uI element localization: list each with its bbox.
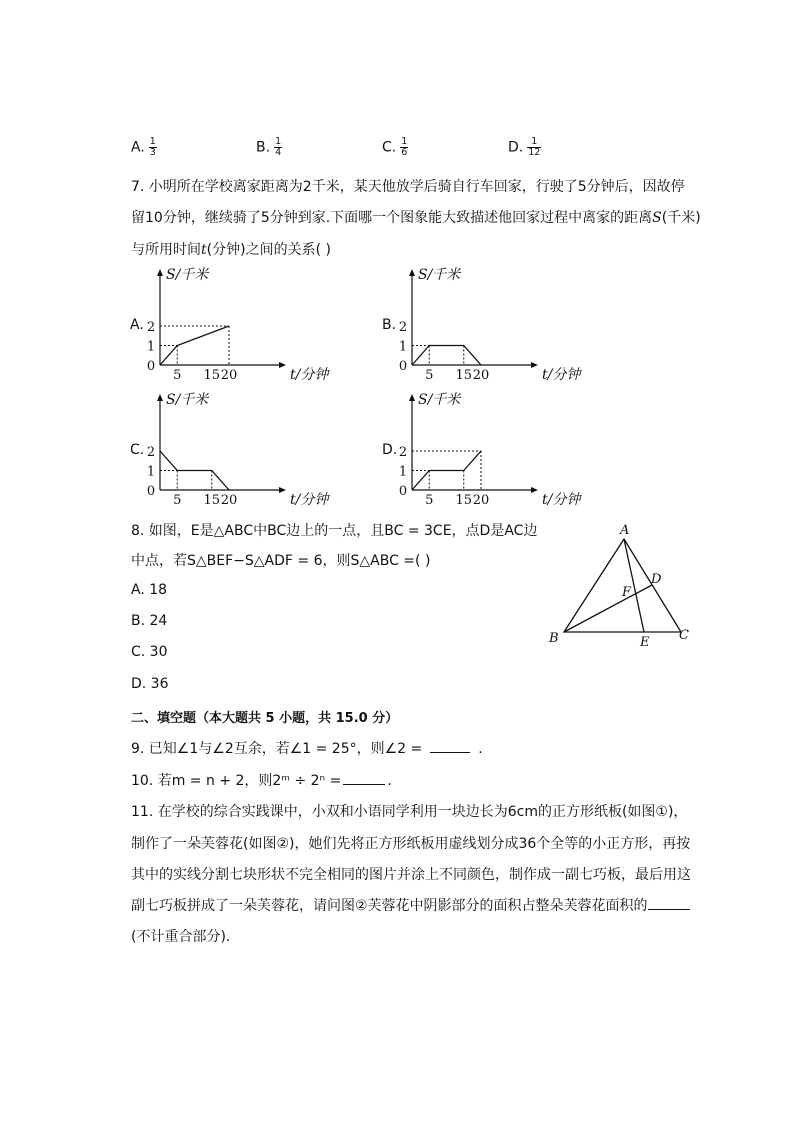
graph-plot — [130, 390, 370, 510]
q10-answer-blank[interactable] — [343, 784, 385, 785]
y-tick-label: 1 — [146, 464, 156, 480]
graph-option-label: B. — [382, 317, 397, 333]
q8-option-b: B. 24 — [131, 613, 168, 629]
y-tick-label: 2 — [146, 445, 156, 460]
q11-line4: 副七巧板拼成了一朵芙蓉花，请问图②芙蓉花中阴影部分的面积占整朵芙蓉花面积的 — [131, 895, 690, 915]
section-2-heading: 二、填空题（本大题共 5 小题，共 15.0 分） — [131, 711, 399, 726]
graph-plot — [382, 390, 622, 510]
x-axis-arrow — [279, 362, 286, 368]
q8-triangle-figure — [540, 515, 710, 655]
x-tick-label: 15 — [203, 368, 221, 383]
x-axis-arrow — [279, 487, 286, 493]
x-tick-label: 20 — [472, 368, 490, 383]
label-e: E — [640, 635, 650, 650]
q10: 10. 若m = n + 2，则2ᵐ ÷ 2ⁿ = . — [131, 773, 392, 789]
y-axis-arrow — [409, 394, 415, 401]
label-f: F — [622, 585, 632, 600]
x-tick-label: 5 — [425, 493, 434, 508]
x-axis-title: t/分钟 — [542, 492, 581, 508]
q8-option-a: A. 18 — [131, 582, 168, 598]
y-tick-label: 1 — [398, 464, 408, 480]
q8-line2: 中点，若S△BEF−S△ADF = 6，则S△ABC =( ) — [131, 553, 431, 569]
y-tick-label: 0 — [146, 359, 156, 374]
distance-time-line — [412, 346, 481, 366]
q11-line3: 其中的实线分割七块形状不完全相同的图片并涂上不同颜色，制作成一副七巧板，最后用这 — [131, 867, 691, 883]
distance-time-line — [412, 451, 481, 490]
graph-option-label: C. — [130, 442, 145, 458]
y-axis-title: S/千米 — [166, 392, 209, 408]
y-axis-title: S/千米 — [418, 267, 461, 283]
q8-option-d: D. 36 — [131, 676, 169, 692]
q6-option-b: B. $\frac{1}{4}$ — [256, 136, 282, 158]
x-tick-label: 5 — [173, 368, 182, 383]
x-tick-label: 5 — [425, 368, 434, 383]
x-axis-arrow — [531, 487, 538, 493]
y-axis-arrow — [157, 269, 163, 276]
y-axis-arrow — [409, 269, 415, 276]
label-c: C — [679, 628, 689, 643]
graph-plot — [382, 265, 622, 385]
q11-answer-blank[interactable] — [648, 909, 690, 910]
q7-line2: 留10分钟，继续骑了5分钟到家.下面哪一个图象能大致描述他回家过程中离家的距离S(千米) — [131, 210, 701, 226]
q8-option-c: C. 30 — [131, 644, 168, 660]
y-axis-title: S/千米 — [166, 267, 209, 283]
x-axis-title: t/分钟 — [542, 367, 581, 383]
x-axis-arrow — [531, 362, 538, 368]
x-tick-label: 15 — [455, 368, 473, 383]
x-tick-label: 20 — [220, 368, 238, 383]
q9-answer-blank[interactable] — [430, 752, 470, 753]
graph-option-label: A. — [130, 317, 144, 333]
x-tick-label: 20 — [220, 493, 238, 508]
y-axis-arrow — [157, 394, 163, 401]
graph-option-label: D. — [382, 442, 398, 458]
y-tick-label: 2 — [146, 320, 156, 335]
y-tick-label: 2 — [398, 445, 408, 460]
q6-option-a: A. $\frac{1}{3}$ — [131, 136, 156, 158]
q6-option-c: C. $\frac{1}{6}$ — [382, 136, 408, 158]
q11-line1: 11. 在学校的综合实践课中，小双和小语同学利用一块边长为6cm的正方形纸板(如图①)， — [131, 804, 688, 820]
y-axis-title: S/千米 — [418, 392, 461, 408]
x-axis-title: t/分钟 — [290, 492, 329, 508]
distance-time-line — [160, 326, 229, 365]
q7-line3: 与所用时间t(分钟)之间的关系( ) — [131, 242, 331, 258]
q9: 9. 已知∠1与∠2互余，若∠1 = 25°，则∠2 = . — [131, 741, 483, 757]
label-d: D — [651, 572, 662, 587]
q11-line5: (不计重合部分). — [131, 929, 231, 945]
x-tick-label: 20 — [472, 493, 490, 508]
label-a: A — [620, 523, 630, 538]
label-b: B — [549, 631, 559, 646]
y-tick-label: 0 — [398, 359, 408, 374]
x-axis-title: t/分钟 — [290, 367, 329, 383]
x-tick-label: 5 — [173, 493, 182, 508]
q8-line1: 8. 如图，E是△ABC中BC边上的一点，且BC = 3CE，点D是AC边 — [131, 523, 538, 539]
y-tick-label: 1 — [146, 339, 156, 355]
y-tick-label: 0 — [398, 484, 408, 499]
q6-option-d: D. $\frac{1}{12}$ — [508, 136, 541, 158]
y-tick-label: 1 — [398, 339, 408, 355]
y-tick-label: 0 — [146, 484, 156, 499]
x-tick-label: 15 — [455, 493, 473, 508]
x-tick-label: 15 — [203, 493, 221, 508]
y-tick-label: 2 — [398, 320, 408, 335]
q11-line2: 制作了一朵芙蓉花(如图②)，她们先将正方形纸板用虚线划分成36个全等的小正方形，再按 — [131, 836, 691, 852]
graph-plot — [130, 265, 370, 385]
q7-line1: 7. 小明所在学校离家距离为2千米，某天他放学后骑自行车回家，行驶了5分钟后，因故停 — [131, 179, 685, 195]
distance-time-line — [160, 451, 229, 490]
